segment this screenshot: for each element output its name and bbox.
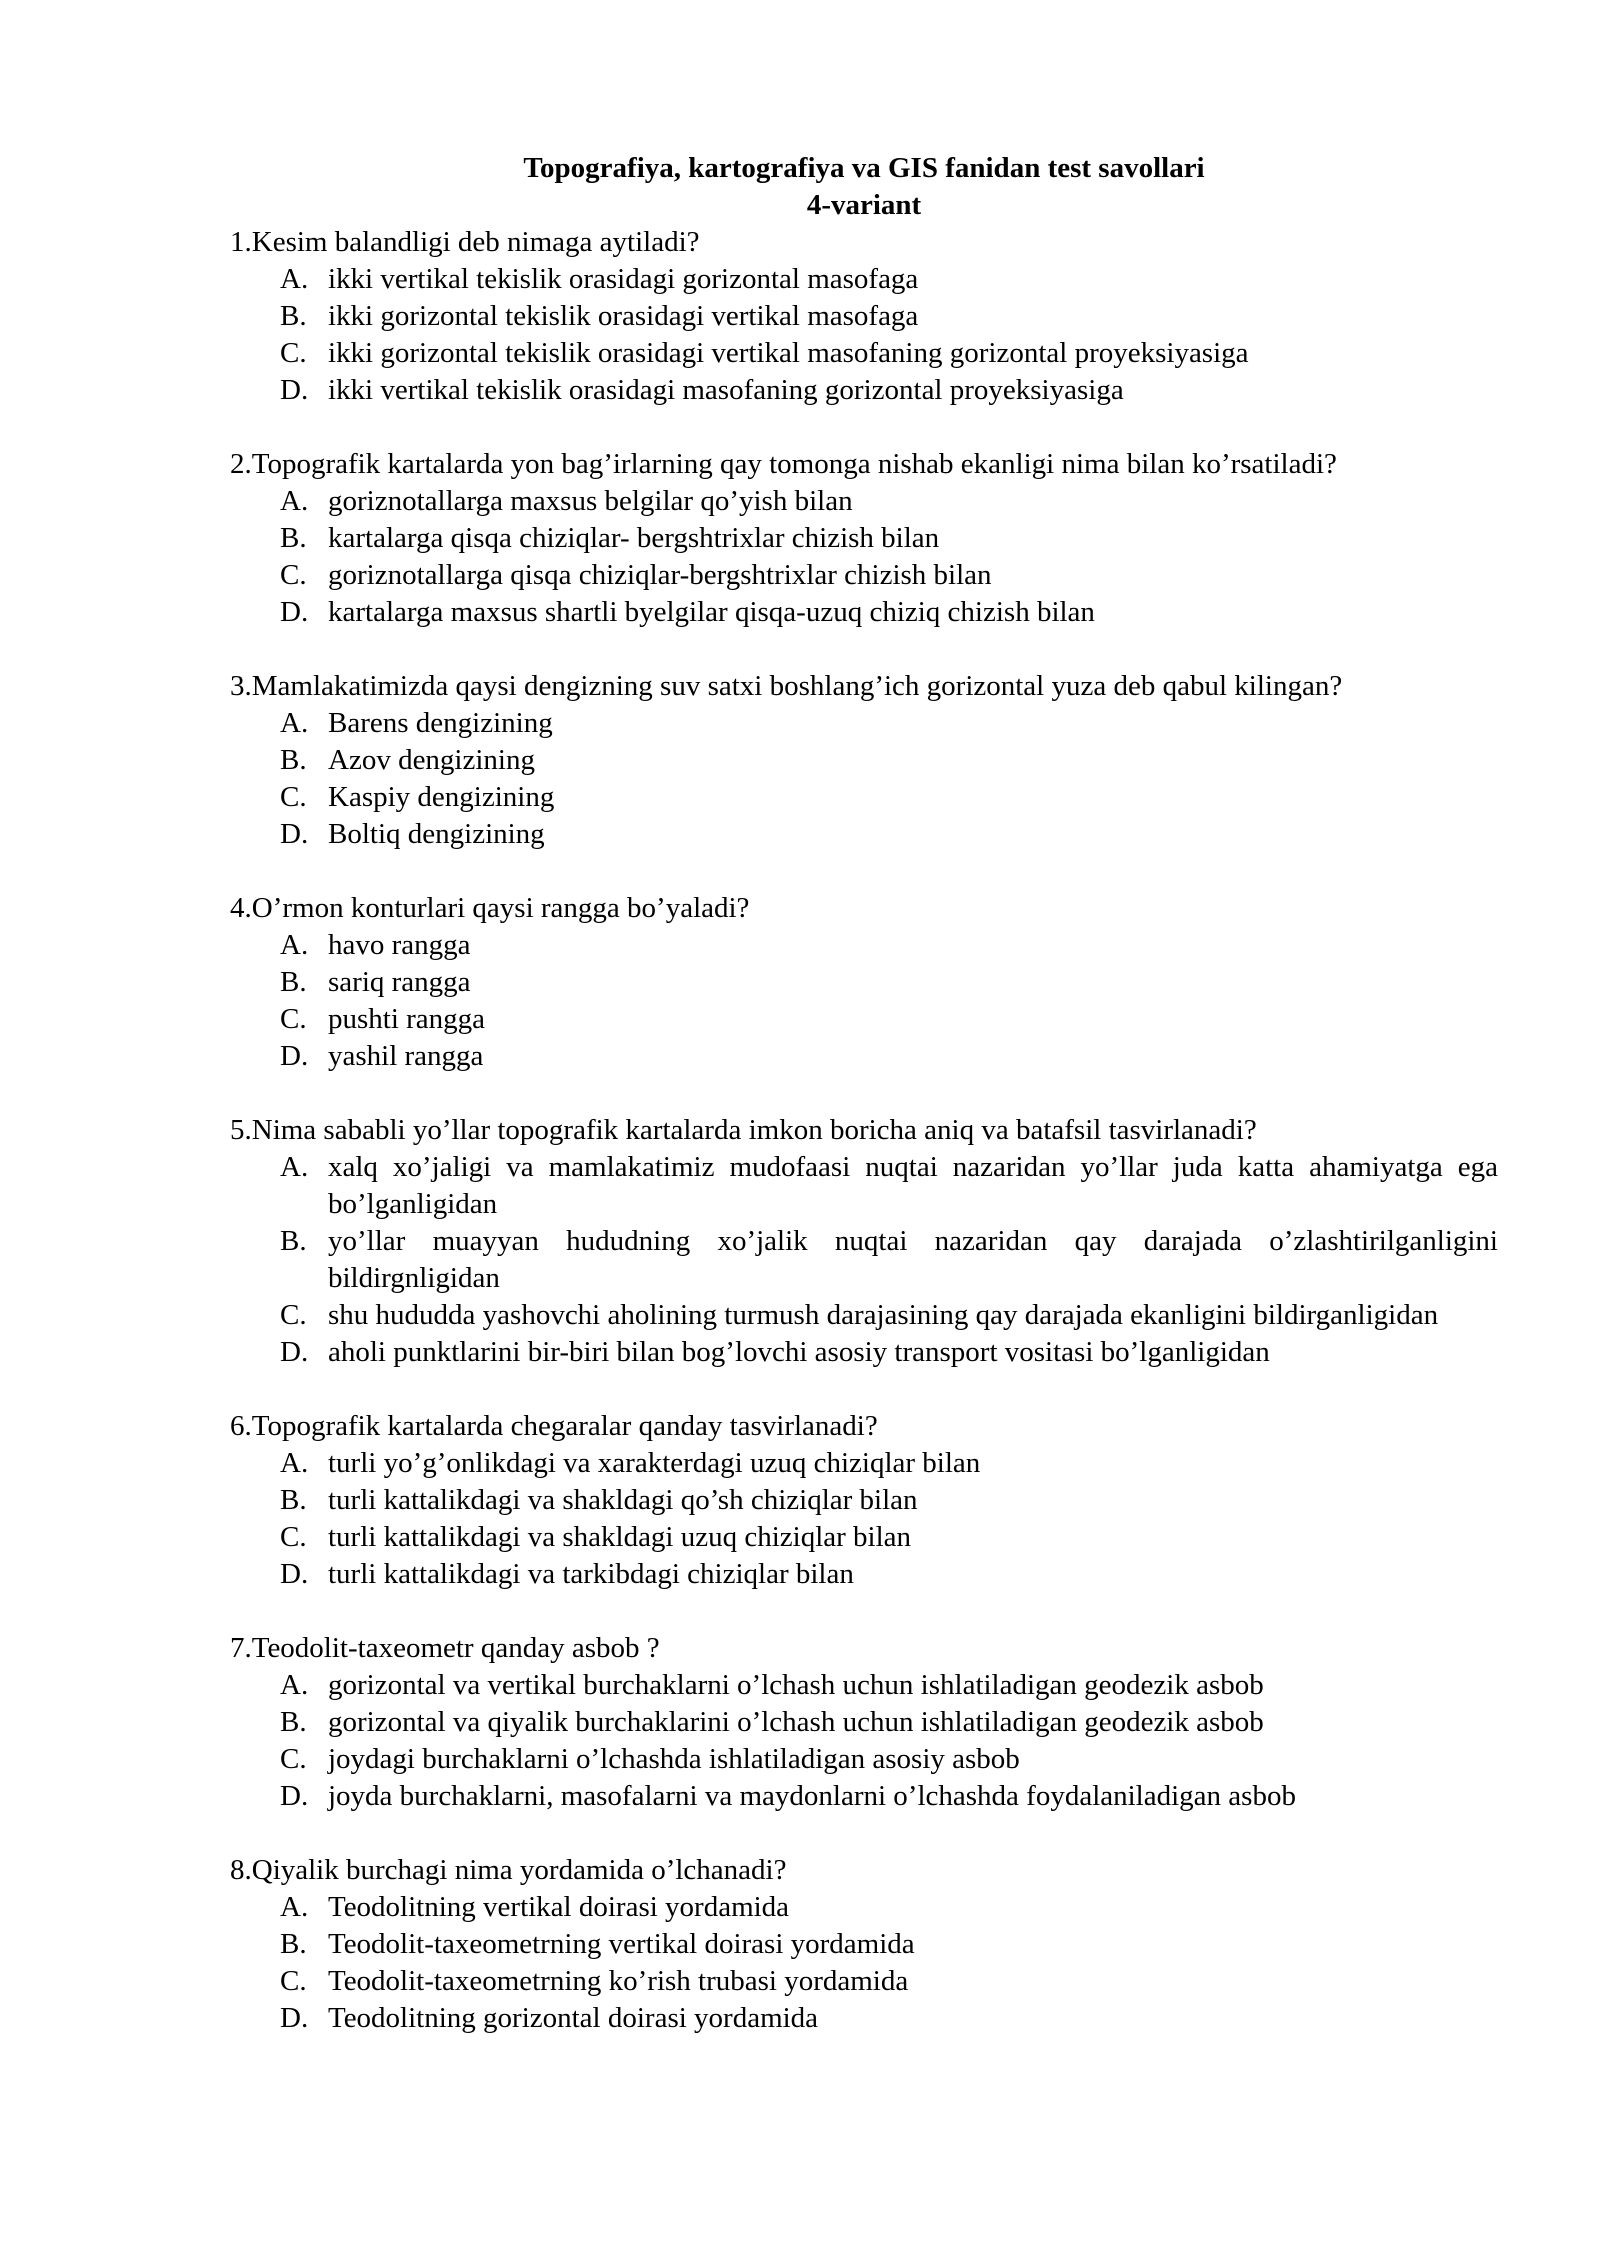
question-7	[230, 1630, 1498, 1815]
option-text: aholi punktlarini bir-biri bilan bog’lovchi asosiy transport vositasi bo’lganligidan	[328, 1336, 1270, 1368]
option-letter: C.	[280, 1743, 307, 1775]
answer-option	[230, 1926, 1498, 1963]
answer-option	[230, 1334, 1498, 1371]
option-text: yo’llar muayyan hududning xo’jalik nuqtai nazaridan qay darajada o’zlashtirilganligini bildirgnligidan	[328, 1225, 1498, 1294]
option-text: kartalarga maxsus shartli byelgilar qisqa-uzuq chiziq chizish bilan	[328, 596, 1095, 628]
option-letter: A.	[280, 929, 309, 961]
option-letter: D.	[280, 1558, 309, 1590]
option-text: Kaspiy dengizining	[328, 781, 555, 813]
option-letter: B.	[280, 966, 307, 998]
option-text: shu hududda yashovchi aholining turmush darajasining qay darajada ekanligini bildirganligidan	[328, 1299, 1439, 1331]
option-letter: C.	[280, 1003, 307, 1035]
answer-option	[230, 1889, 1498, 1926]
option-text: xalq xo’jaligi va mamlakatimiz mudofaasi nuqtai nazaridan yo’llar juda katta ahamiyatga ega bo’lganligidan	[328, 1151, 1498, 1220]
option-letter: A.	[280, 263, 309, 295]
answer-option	[230, 1445, 1498, 1482]
option-text: Teodolitning gorizontal doirasi yordamida	[328, 2002, 819, 2034]
answer-option	[230, 1556, 1498, 1593]
answer-option	[230, 1741, 1498, 1778]
question-6	[230, 1408, 1498, 1593]
option-text: joyda burchaklarni, masofalarni va maydonlarni o’lchashda foydalaniladigan asbob	[328, 1780, 1296, 1812]
option-text: Teodolit-taxeometrning vertikal doirasi yordamida	[328, 1928, 915, 1960]
option-letter: C.	[280, 1965, 307, 1997]
answer-option	[230, 1778, 1498, 1815]
question-8	[230, 1852, 1498, 2037]
option-text: Barens dengizining	[328, 707, 553, 739]
question-1	[230, 224, 1498, 409]
question-list	[230, 224, 1498, 2037]
option-text: gorizontal va qiyalik burchaklarini o’lchash uchun ishlatiladigan geodezik asbob	[328, 1706, 1264, 1738]
option-letter: C.	[280, 1299, 307, 1331]
answer-option	[230, 1667, 1498, 1704]
question-text: 3.Mamlakatimizda qaysi dengizning suv satxi boshlang’ich gorizontal yuza deb qabul kilingan?	[230, 670, 1343, 702]
answer-option	[230, 927, 1498, 964]
option-letter: B.	[280, 1484, 307, 1516]
answer-options	[230, 705, 1498, 853]
option-letter: A.	[280, 1669, 309, 1701]
option-letter: C.	[280, 559, 307, 591]
question-text: 4.O’rmon konturlari qaysi rangga bo’yaladi?	[230, 892, 750, 924]
answer-option	[230, 1519, 1498, 1556]
question-text: 1.Kesim balandligi deb nimaga aytiladi?	[230, 226, 700, 258]
option-text: havo rangga	[328, 929, 471, 961]
option-letter: C.	[280, 337, 307, 369]
question-text: 6.Topografik kartalarda chegaralar qanday tasvirlanadi?	[230, 1410, 878, 1442]
answer-option	[230, 483, 1498, 520]
question-2	[230, 446, 1498, 631]
question-text: 8.Qiyalik burchagi nima yordamida o’lchanadi?	[230, 1854, 787, 1886]
answer-option	[230, 520, 1498, 557]
question-text: 2.Topografik kartalarda yon bag’irlarning qay tomonga nishab ekanligi nima bilan ko’rsatiladi?	[230, 448, 1337, 480]
answer-option	[230, 1223, 1498, 1297]
option-letter: B.	[280, 1928, 307, 1960]
answer-option	[230, 1963, 1498, 2000]
answer-option	[230, 1038, 1498, 1075]
option-text: Teodolit-taxeometrning ko’rish trubasi yordamida	[328, 1965, 909, 1997]
answer-option	[230, 1297, 1498, 1334]
question-5	[230, 1112, 1498, 1371]
answer-options	[230, 483, 1498, 631]
option-letter: B.	[280, 744, 307, 776]
document-content	[230, 150, 1498, 2074]
option-letter: A.	[280, 707, 309, 739]
answer-option	[230, 1704, 1498, 1741]
answer-option	[230, 1149, 1498, 1223]
option-text: turli yo’g’onlikdagi va xarakterdagi uzuq chiziqlar bilan	[328, 1447, 981, 1479]
option-text: joydagi burchaklarni o’lchashda ishlatiladigan asosiy asbob	[328, 1743, 1020, 1775]
option-letter: D.	[280, 1040, 309, 1072]
option-text: gorizontal va vertikal burchaklarni o’lchash uchun ishlatiladigan geodezik asbob	[328, 1669, 1264, 1701]
option-text: yashil rangga	[328, 1040, 484, 1072]
option-letter: D.	[280, 374, 309, 406]
answer-option	[230, 557, 1498, 594]
answer-option	[230, 2000, 1498, 2037]
option-text: Boltiq dengizining	[328, 818, 545, 850]
option-text: pushti rangga	[328, 1003, 486, 1035]
option-text: turli kattalikdagi va tarkibdagi chiziqlar bilan	[328, 1558, 854, 1590]
option-text: kartalarga qisqa chiziqlar- bergshtrixlar chizish bilan	[328, 522, 940, 554]
answer-options	[230, 927, 1498, 1075]
question-text: 7.Teodolit-taxeometr qanday asbob ?	[230, 1632, 660, 1664]
option-letter: D.	[280, 596, 309, 628]
option-text: ikki vertikal tekislik orasidagi gorizontal masofaga	[328, 263, 919, 295]
option-letter: B.	[280, 1706, 307, 1738]
answer-option	[230, 742, 1498, 779]
answer-options	[230, 1889, 1498, 2037]
document-variant: 4-variant	[806, 189, 922, 221]
option-letter: A.	[280, 1891, 309, 1923]
option-text: Azov dengizining	[328, 744, 535, 776]
answer-option	[230, 1482, 1498, 1519]
option-text: goriznotallarga qisqa chiziqlar-bergshtrixlar chizish bilan	[328, 559, 992, 591]
question-text: 5.Nima sababli yo’llar topografik kartalarda imkon boricha aniq va batafsil tasvirlanadi?	[230, 1114, 1257, 1146]
answer-option	[230, 964, 1498, 1001]
option-letter: B.	[280, 1225, 307, 1257]
option-letter: C.	[280, 1521, 307, 1553]
answer-option	[230, 705, 1498, 742]
answer-options	[230, 1667, 1498, 1815]
option-letter: A.	[280, 1151, 309, 1183]
option-letter: B.	[280, 522, 307, 554]
answer-option	[230, 335, 1498, 372]
answer-options	[230, 261, 1498, 409]
question-4	[230, 890, 1498, 1075]
document-title: Topografiya, kartografiya va GIS fanidan test savollari	[523, 152, 1205, 184]
option-text: turli kattalikdagi va shakldagi qo’sh chiziqlar bilan	[328, 1484, 918, 1516]
option-text: turli kattalikdagi va shakldagi uzuq chiziqlar bilan	[328, 1521, 912, 1553]
option-letter: D.	[280, 1780, 309, 1812]
option-letter: B.	[280, 300, 307, 332]
option-text: ikki gorizontal tekislik orasidagi vertikal masofaga	[328, 300, 919, 332]
answer-option	[230, 594, 1498, 631]
option-letter: C.	[280, 781, 307, 813]
option-letter: D.	[280, 2002, 309, 2034]
option-letter: A.	[280, 485, 309, 517]
option-text: goriznotallarga maxsus belgilar qo’yish bilan	[328, 485, 853, 517]
answer-option	[230, 779, 1498, 816]
answer-options	[230, 1445, 1498, 1593]
answer-option	[230, 816, 1498, 853]
answer-options	[230, 1149, 1498, 1371]
answer-option	[230, 261, 1498, 298]
question-3	[230, 668, 1498, 853]
option-text: ikki vertikal tekislik orasidagi masofaning gorizontal proyeksiyasiga	[328, 374, 1124, 406]
option-letter: A.	[280, 1447, 309, 1479]
option-letter: D.	[280, 818, 309, 850]
answer-option	[230, 298, 1498, 335]
option-text: Teodolitning vertikal doirasi yordamida	[328, 1891, 790, 1923]
option-text: sariq rangga	[328, 966, 471, 998]
answer-option	[230, 1001, 1498, 1038]
answer-option	[230, 372, 1498, 409]
option-text: ikki gorizontal tekislik orasidagi vertikal masofaning gorizontal proyeksiyasiga	[328, 337, 1249, 369]
option-letter: D.	[280, 1336, 309, 1368]
